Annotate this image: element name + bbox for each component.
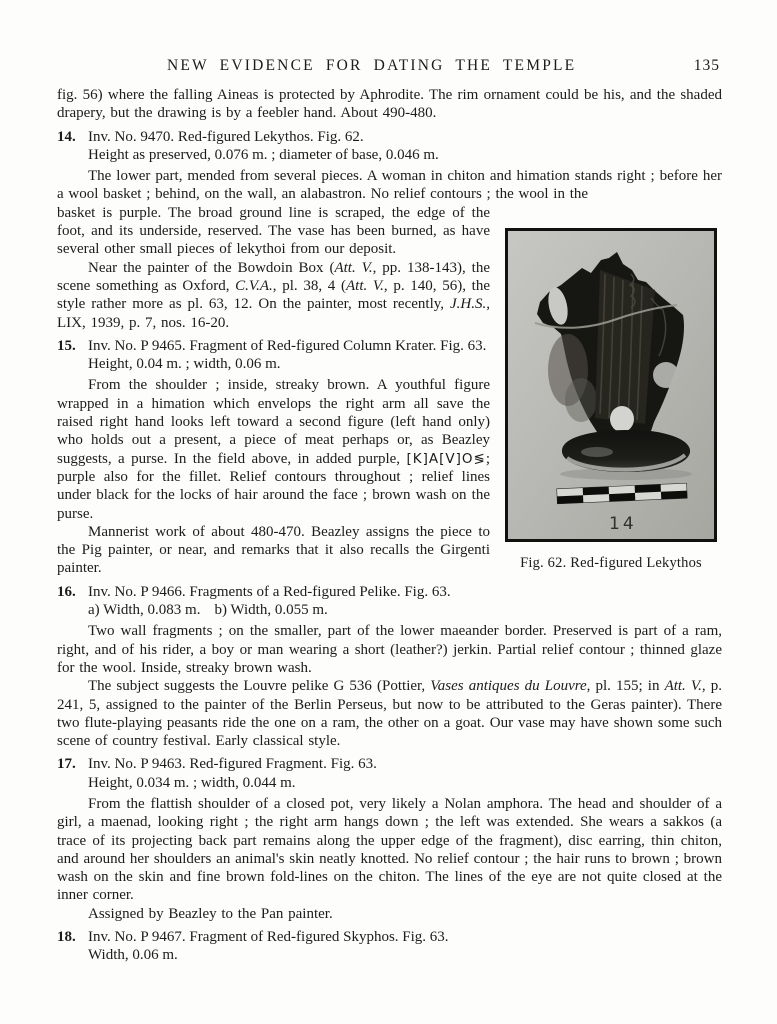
entry-17-measurements: Height, 0.034 m. ; width, 0.044 m. [88,774,296,791]
citation: Att. V. [664,678,702,695]
text-segment: , pp. 138-143), the scene something as Oxford, [57,259,490,294]
entry-heading-text: Inv. No. 9470. Red-figured Lekythos. Fig. 62. [88,128,364,145]
entry-number: 15. [57,337,76,354]
entry-17-heading [57,755,722,773]
citation: Vases antiques du Louvre [430,678,587,695]
entry-15-measurements: Height, 0.04 m. ; width, 0.06 m. [88,356,281,373]
entry-16-paragraph-1: Two wall fragments ; on the smaller, part of the lower maeander border. Preserved is part of a ram, right, and of his rider, a boy or man wearing a short (leather?) jerkin. Partial relief contour ; thinned glaze for the wool. Inside, streaky brown wash. [57,623,722,676]
running-head-title: NEW EVIDENCE FOR DATING THE TEMPLE [167,57,577,74]
figure-caption: Fig. 62. Red-figured Lekythos [520,555,702,571]
entry-16-paragraph-2 [57,677,722,750]
entry-heading-text: Inv. No. P 9467. Fragment of Red-figured Skyphos. Fig. 63. [88,929,449,946]
intro-paragraph: fig. 56) where the falling Aineas is protected by Aphrodite. The rim ornament could be his, and the shaded drapery, but the drawing is by a feebler hand. About 490-480. [57,87,722,122]
entry-16 [57,583,722,751]
text-segment: ; purple also for the fillet. Relief contours throughout ; relief lines under black for the locks of hair around the face ; brown wash on the purse. [57,450,490,522]
text-segment: From the shoulder ; inside, streaky brown. A youthful figure wrapped in a himation which envelops the right arm all save the raised right hand looks left toward a second figure (left hand only) who holds out a present, a piece of meat perhaps or, as Beazley suggests, a purse. In the field above, in added purple, [57,377,490,467]
text-segment: The subject suggests the Louvre pelike G 536 (Pottier, [88,678,431,695]
text-column [57,86,722,965]
entry-14-paragraph-1: The lower part, mended from several pieces. A woman in chiton and himation stands right ; before her a wool basket ; behind, on the wall, an alabastron. No relief contours ; the wool in the [57,168,722,203]
entry-18 [57,928,722,965]
entry-heading-text: Inv. No. P 9466. Fragments of a Red-figured Pelike. Fig. 63. [88,583,451,600]
page-number: 135 [693,57,720,74]
entry-14 [57,128,722,332]
citation: Att. V. [334,259,373,276]
entry-14-heading [57,128,722,146]
entry-16-heading [57,583,722,601]
entry-17-paragraph-2: Assigned by Beazley to the Pan painter. [88,905,333,922]
measurement-b: b) Width, 0.055 m. [214,602,328,619]
entry-14-measurements: Height as preserved, 0.076 m. ; diameter of base, 0.046 m. [88,146,439,163]
text-segment: , p. 140, 56), the style rather more as pl. 63, 12. On the painter, most recently, [57,277,490,313]
entry-heading-text: Inv. No. P 9463. Red-figured Fragment. Fig. 63. [88,756,377,773]
entry-14-paragraph-2 [57,259,490,332]
entry-number: 17. [57,756,76,773]
citation: J.H.S. [450,296,487,313]
greek-inscription: [K]A[V]O≶ [406,450,486,467]
entry-heading-text: Inv. No. P 9465. Fragment of Red-figured Column Krater. Fig. 63. [88,337,487,354]
text-segment: , pl. 38, 4 ( [272,277,346,294]
text-segment: Near the painter of the Bowdoin Box ( [88,259,335,276]
citation: C.V.A. [235,277,273,294]
citation: Att. V. [345,277,384,294]
entry-15-paragraph-2: Mannerist work of about 480-470. Beazley assigns the piece to the Pig painter, or near, and remarks that it also recalls the Girgenti painter. [57,523,490,577]
entry-17-paragraph-1: From the flattish shoulder of a closed pot, very likely a Nolan amphora. The head and shoulder of a girl, a maenad, looking right ; the right arm hangs down ; the left was extended. She wears a sakkos (a trace of its projecting back part remains along the upper edge of the fragment), disc earring, thin chiton, and around her shoulders an animal's skin neatly knotted. No relief contour ; the hair runs to brown ; brown wash on the skin and fine brown fold-lines on the chiton. The lines of the eye are not quite closed at the inner corner. [57,795,722,904]
entry-17 [57,755,722,923]
entry-18-heading [57,928,722,946]
entry-14-paragraph-1-continued: basket is purple. The broad ground line is scraped, the edge of the foot, and its underside, reserved. The vase has been burned, as have several other small pieces of lekythoi from our deposit. [57,204,490,258]
running-head [57,57,722,79]
text-segment: , LIX, 1939, p. 7, nos. 16-20. [57,296,490,331]
entry-number: 14. [57,128,76,145]
measurement-a: a) Width, 0.083 m. [88,602,201,619]
photo-specimen-number: 14 [609,514,637,534]
entry-15 [57,337,722,578]
entry-18-measurements: Width, 0.06 m. [88,947,178,964]
entry-15-heading [57,337,538,355]
entry-number: 18. [57,929,76,946]
entry-16-measurements [88,601,722,619]
text-segment: , pl. 155; in [586,678,665,695]
entry-number: 16. [57,583,76,600]
entry-15-paragraph-1 [57,376,490,522]
text-segment: , p. 241, 5, assigned to the painter of the Berlin Perseus, but now to be attributed to the Geras painter). There two flute-playing peasants ride the one on a ram, the other on a goat. Our vase may have shown some such scene of country festival. Early classical style. [57,678,722,750]
